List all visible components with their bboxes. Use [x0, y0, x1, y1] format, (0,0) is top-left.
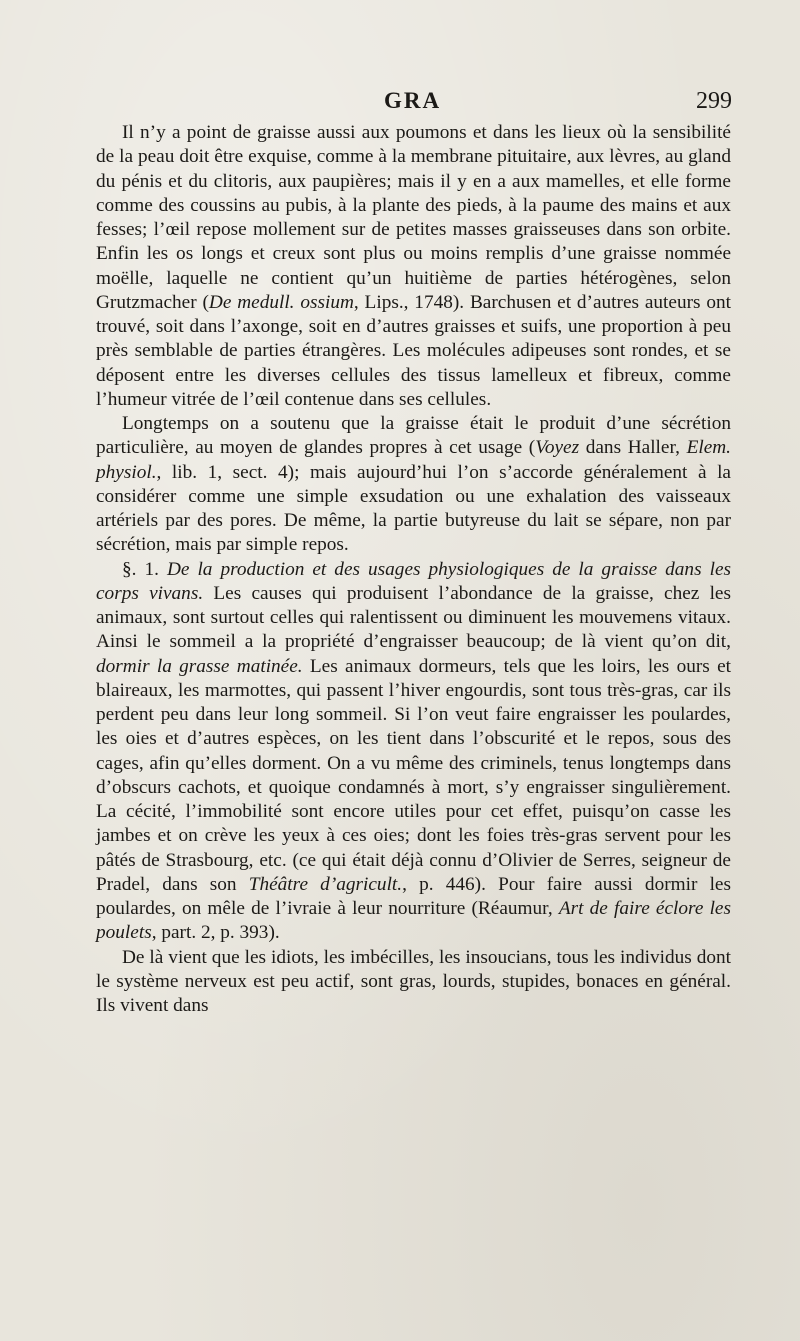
page-number: 299 — [696, 88, 732, 114]
italic-run: Art de faire éclore les poulets — [96, 898, 731, 944]
paragraph — [96, 946, 731, 1019]
text-run: Les animaux dormeurs, tels que les loirs, les ours et blaireaux, les marmottes, qui passent l’hiver engourdis, sont tous très-gras, car ils perdent peu dans leur long sommeil. Si l’on veut faire engraisser les poulardes, les oies et d’autres espèces, on les tient dans l’obscurité et le repos, sous des cages, afin qu’elles dorment. On a vu même des criminels, tenus longtemps dans d’obscurs cachots, et quoique condamnés à mort, s’y engraisser singulièrement. La cécité, l’immobilité sont encore utiles pour cet effet, puisqu’on casse les jambes et on crève les yeux à ces oies; dont les foies très-gras servent pour les pâtés de Strasbourg, etc. (ce qui était déjà connu d’Olivier de Serres, seigneur de Pradel, dans son — [96, 655, 732, 895]
italic-run: Théâtre d’agricult. — [248, 873, 403, 895]
text-run: §. 1. — [122, 558, 167, 580]
italic-run: Voyez — [535, 437, 580, 459]
running-head: GRA — [384, 88, 442, 113]
text-run: , lib. 1, sect. 4); mais aujourd’hui l’on s’accorde généralement à la considérer comme une simple exsudation ou une exhalation des vaisseaux artériels par des pores. De même, la partie butyreuse du lait se sépare, non par sécrétion, mais par simple repos. — [96, 461, 731, 556]
body-text — [96, 121, 731, 1018]
text-run: , Lips., 1748). Barchusen et d’autres auteurs ont trouvé, soit dans l’axonge, soit en d’autres graisses et suifs, une proportion à peu près semblable de parties étrangères. Les molécules adipeuses sont rondes, et se déposent entre les diverses cellules des tissus lamelleux et fibreux, comme l’humeur vitrée de l’œil contenue dans ses cellules. — [96, 291, 731, 410]
paragraph — [96, 412, 731, 558]
text-run: Longtemps on a soutenu que la graisse était le produit d’une sécrétion particulière, au moyen de glandes propres à cet usage ( — [96, 413, 731, 459]
italic-run: De la production et des usages physiologiques de la graisse dans les corps vivans. — [96, 558, 732, 604]
paragraph — [96, 558, 731, 946]
text-run: De là vient que les idiots, les imbécilles, les insoucians, tous les individus dont le système nerveux est peu actif, sont gras, lourds, stupides, bonaces en général. Ils vivent dans — [96, 946, 731, 1016]
text-run: , part. 2, p. 393). — [151, 922, 280, 944]
page-header — [0, 88, 800, 122]
text-run: dans Haller, — [579, 437, 687, 459]
text-run: Les causes qui produisent l’abondance de la graisse, chez les animaux, sont surtout celles qui ralentissent ou diminuent les mouvemens vitaux. Ainsi le sommeil a la propriété d’engraisser beaucoup; de là vient qu’on dit, — [96, 582, 731, 653]
italic-run: dormir la grasse matinée. — [96, 655, 303, 677]
paragraph — [96, 121, 731, 412]
text-run: , p. 446). Pour faire aussi dormir les poulardes, on mêle de l’ivraie à leur nourriture (Réaumur, — [96, 873, 731, 919]
italic-run: De medull. ossium — [208, 291, 354, 313]
italic-run: Elem. physiol. — [96, 437, 731, 483]
text-run: Il n’y a point de graisse aussi aux poumons et dans les lieux où la sensibilité de la peau doit être exquise, comme à la membrane pituitaire, aux lèvres, au gland du pénis et du clitoris, aux paupières; mais il y en a aux mamelles, et elle forme comme des coussins au pubis, à la plante des pieds, à la paume des mains et aux fesses; l’œil repose mollement sur de petites masses graisseuses dans son orbite. Enfin les os longs et creux sont plus ou moins remplis d’une graisse nommée moëlle, laquelle ne contient qu’un huitième de parties hétérogènes, selon Grutzmacher ( — [96, 122, 731, 313]
